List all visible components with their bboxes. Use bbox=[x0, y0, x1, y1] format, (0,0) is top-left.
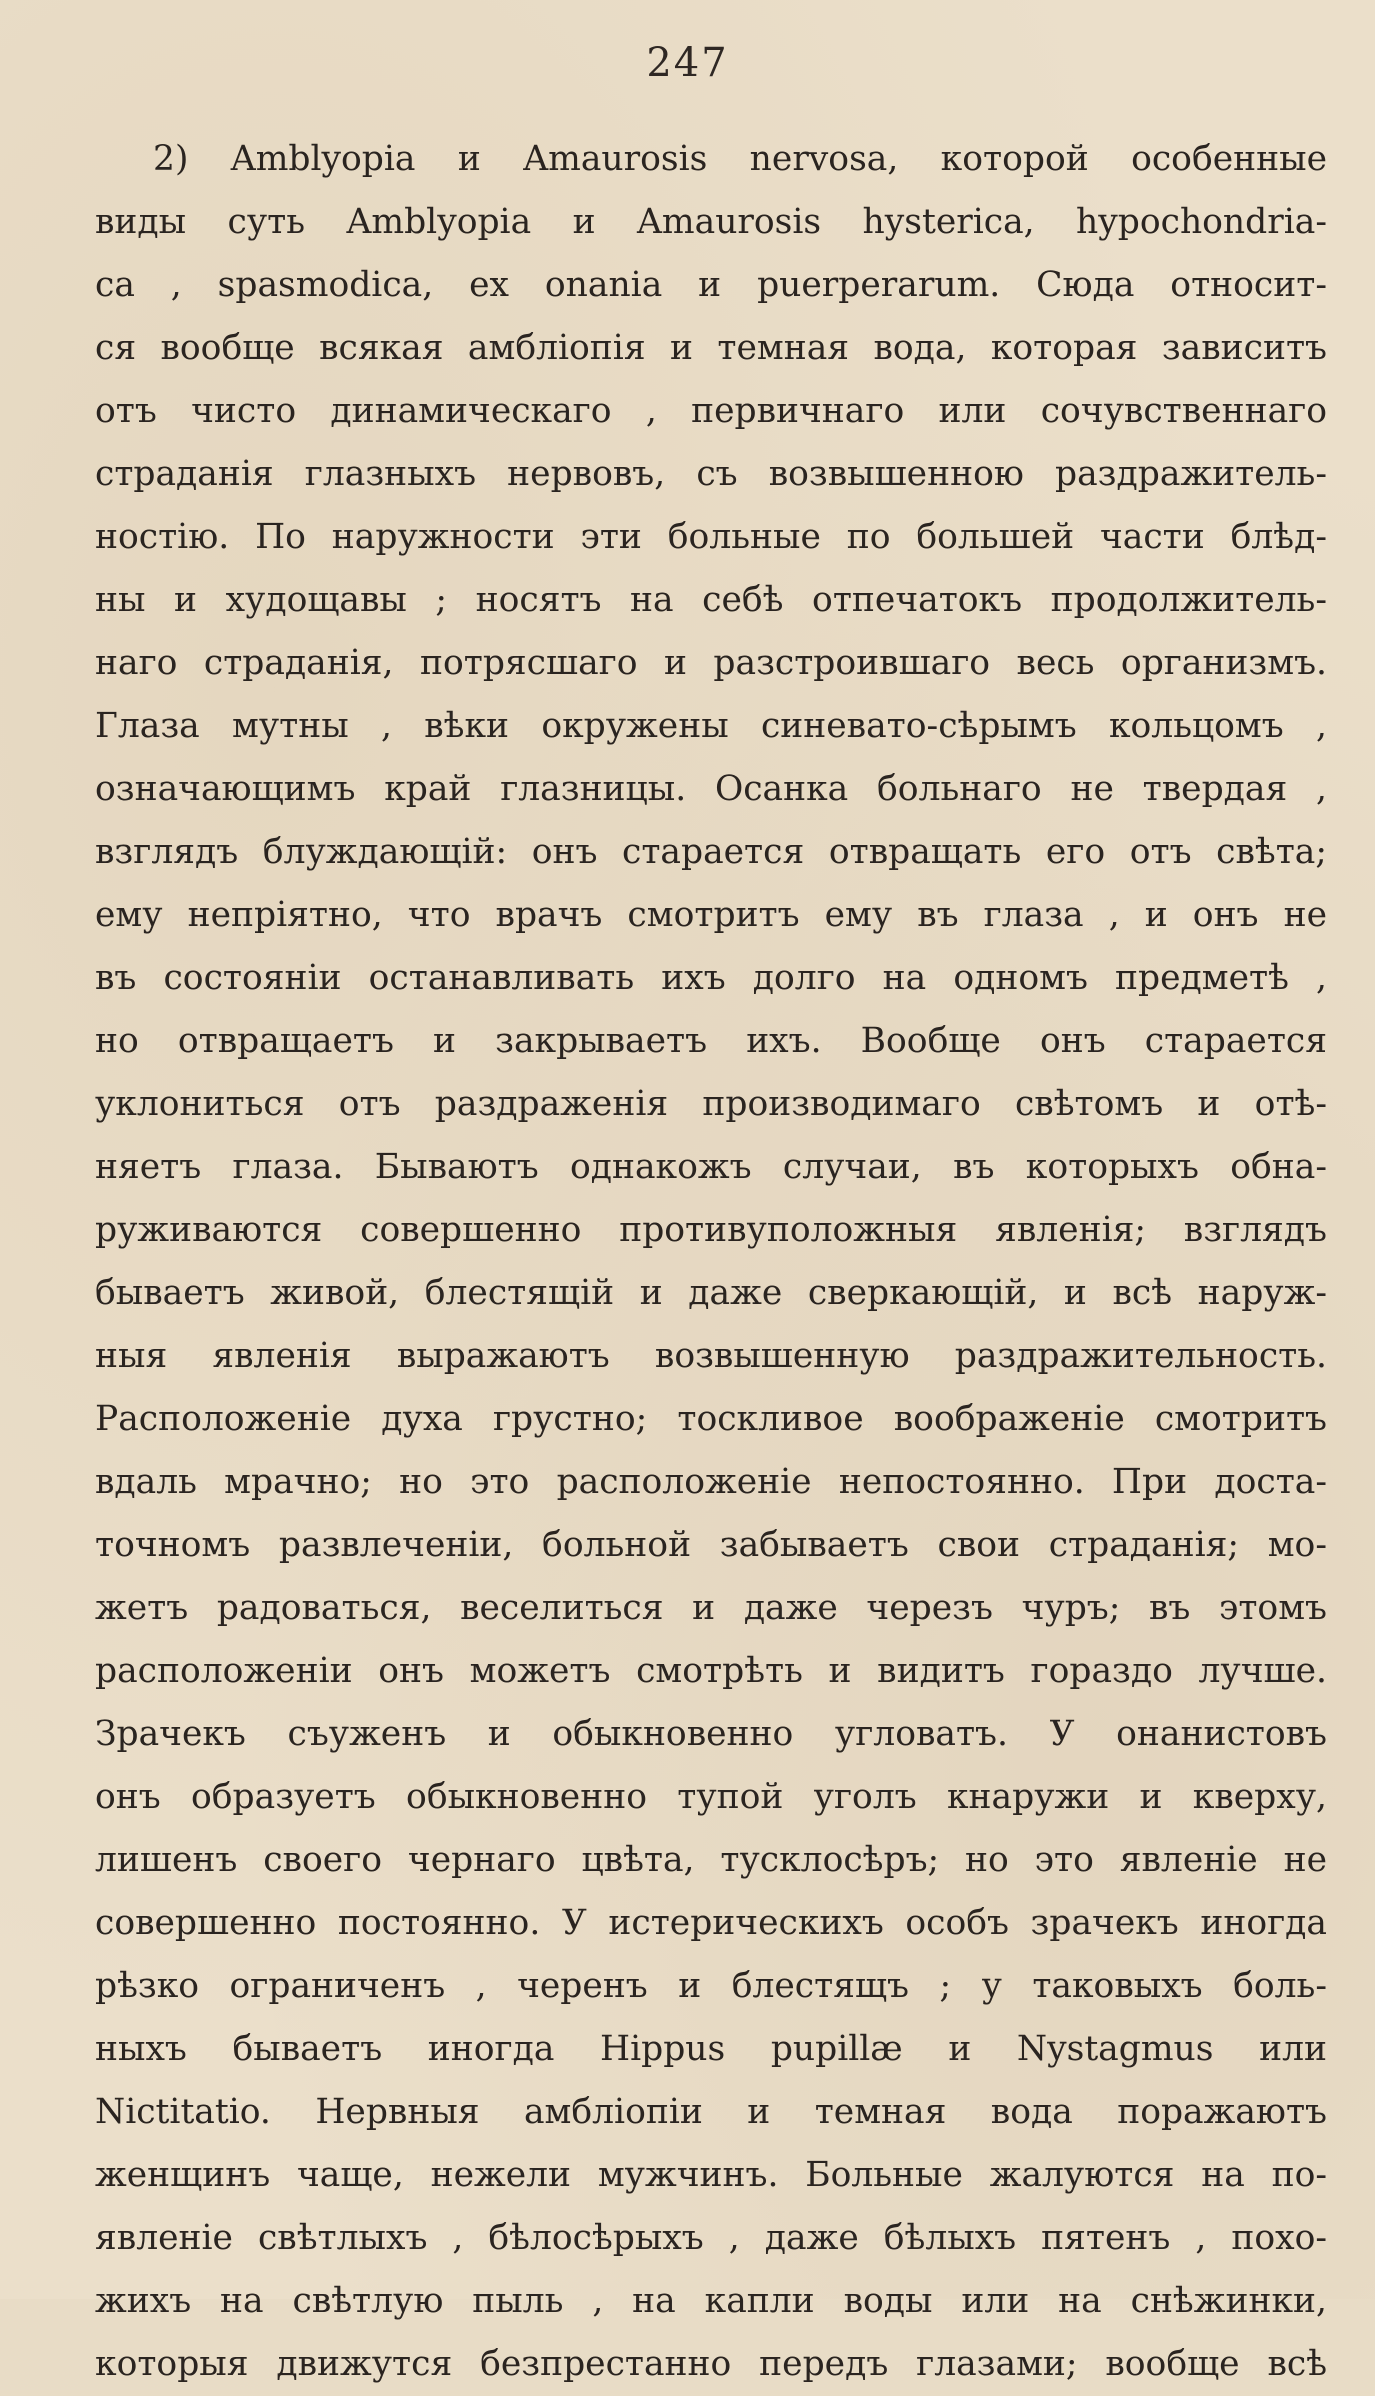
text-line: но отвращаетъ и закрываетъ ихъ. Вообще онъ старается bbox=[95, 1021, 1327, 1061]
text-line: отъ чисто динамическаго , первичнаго или сочувственнаго bbox=[95, 391, 1327, 431]
page-number: 247 bbox=[646, 40, 729, 86]
text-line: въ состоянiи останавливать ихъ долго на одномъ предметѣ , bbox=[95, 958, 1327, 998]
text-line: Nictitatio. Нервныя амблiопiи и темная вода поражаютъ bbox=[95, 2092, 1327, 2132]
text-line: онъ образуетъ обыкновенно тупой уголъ кнаружи и кверху, bbox=[95, 1777, 1327, 1817]
text-line: лишенъ своего чернаго цвѣта, тусклосѣръ; но это явленiе не bbox=[95, 1840, 1327, 1880]
text-line: виды суть Amblyopia и Amaurosis hysterica, hypochondria- bbox=[95, 202, 1327, 242]
text-line: Расположенiе духа грустно; тоскливое воображенiе смотритъ bbox=[95, 1399, 1327, 1439]
text-line: страданiя глазныхъ нервовъ, съ возвышенною раздражитель- bbox=[95, 454, 1327, 494]
text-line: жихъ на свѣтлую пыль , на капли воды или на снѣжинки, bbox=[95, 2281, 1327, 2321]
text-line: взглядъ блуждающiй: онъ старается отвращать его отъ свѣта; bbox=[95, 832, 1327, 872]
text-line: ca , spasmodica, ex onania и puerperarum. Сюда относит- bbox=[95, 265, 1327, 305]
text-line: ностiю. По наружности эти больные по большей части блѣд- bbox=[95, 517, 1327, 557]
text-line: Глаза мутны , вѣки окружены синевато-сѣрымъ кольцомъ , bbox=[95, 706, 1327, 746]
text-line: руживаются совершенно противуположныя явленiя; взглядъ bbox=[95, 1210, 1327, 1250]
text-line: которыя движутся безпрестанно передъ глазами; вообще всѣ bbox=[95, 2344, 1327, 2384]
text-line: уклониться отъ раздраженiя производимаго свѣтомъ и отѣ- bbox=[95, 1084, 1327, 1124]
text-line: ему непрiятно, что врачъ смотритъ ему въ глаза , и онъ не bbox=[95, 895, 1327, 935]
text-line: означающимъ край глазницы. Осанка больнаго не твердая , bbox=[95, 769, 1327, 809]
text-line: наго страданiя, потрясшаго и разстроившаго весь организмъ. bbox=[95, 643, 1327, 683]
text-line: 2) Amblyopia и Amaurosis nervosa, которой особенные bbox=[153, 139, 1327, 179]
text-line: Зрачекъ съуженъ и обыкновенно угловатъ. У онанистовъ bbox=[95, 1714, 1327, 1754]
text-line: ныя явленiя выражаютъ возвышенную раздражительность. bbox=[95, 1336, 1327, 1376]
text-line: ныхъ бываетъ иногда Hippus pupillæ и Nystagmus или bbox=[95, 2029, 1327, 2069]
text-line: ся вообще всякая амблiопiя и темная вода, которая зависитъ bbox=[95, 328, 1327, 368]
text-line: женщинъ чаще, нежели мужчинъ. Больные жалуются на по- bbox=[95, 2155, 1327, 2195]
text-line: няетъ глаза. Бываютъ однакожъ случаи, въ которыхъ обна- bbox=[95, 1147, 1327, 1187]
text-line: бываетъ живой, блестящiй и даже сверкающiй, и всѣ наруж- bbox=[95, 1273, 1327, 1313]
text-line: совершенно постоянно. У истерическихъ особъ зрачекъ иногда bbox=[95, 1903, 1327, 1943]
text-line: рѣзко ограниченъ , черенъ и блестящъ ; у таковыхъ боль- bbox=[95, 1966, 1327, 2006]
text-line: явленiе свѣтлыхъ , бѣлосѣрыхъ , даже бѣлыхъ пятенъ , похо- bbox=[95, 2218, 1327, 2258]
text-line: точномъ развлеченiи, больной забываетъ свои страданiя; мо- bbox=[95, 1525, 1327, 1565]
text-line: вдаль мрачно; но это расположенiе непостоянно. При доста- bbox=[95, 1462, 1327, 1502]
text-line: расположенiи онъ можетъ смотрѣть и видитъ гораздо лучше. bbox=[95, 1651, 1327, 1691]
body-text bbox=[95, 128, 1327, 2396]
text-line: жетъ радоваться, веселиться и даже черезъ чуръ; въ этомъ bbox=[95, 1588, 1327, 1628]
text-line: ны и худощавы ; носятъ на себѣ отпечатокъ продолжитель- bbox=[95, 580, 1327, 620]
